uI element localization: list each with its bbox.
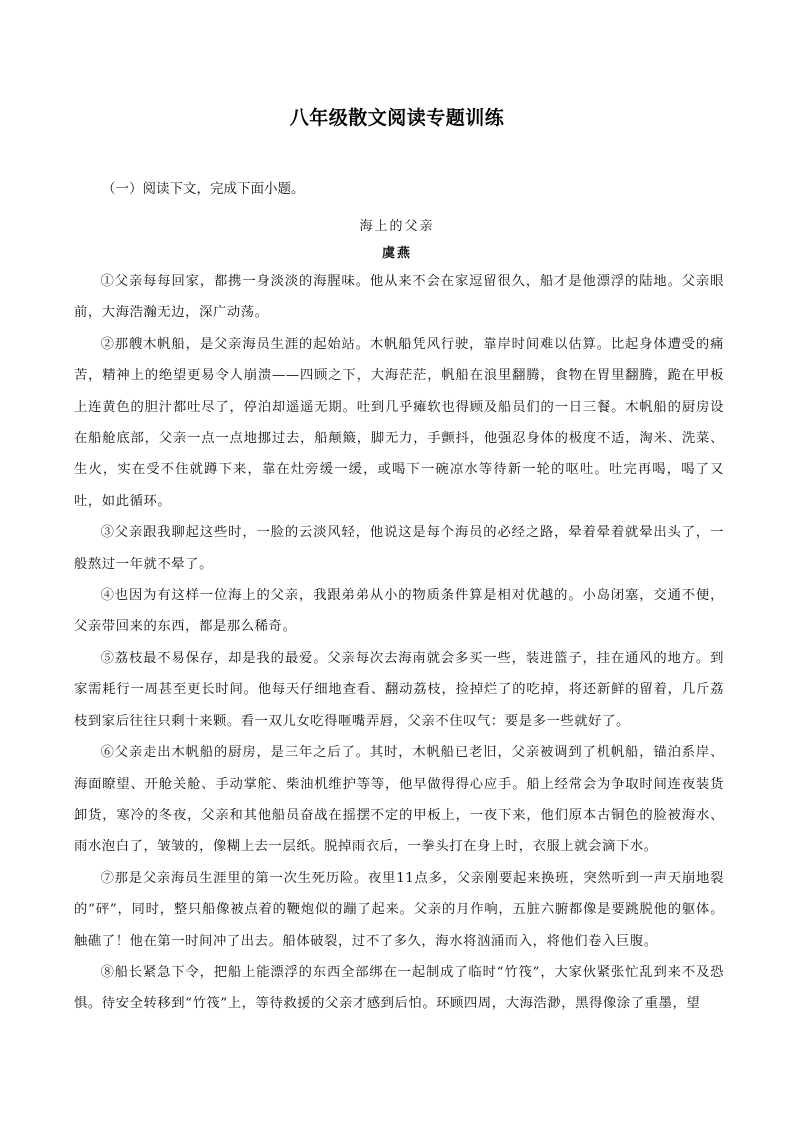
document-title: 八年级散文阅读专题训练 xyxy=(289,107,505,129)
essay-body xyxy=(74,266,724,1020)
essay-paragraph-8: ⑧船长紧急下令，把船上能漂浮的东西全部绑在一起制成了临时“竹筏”，大家伙紧张忙乱到来不及恐惧。待安全转移到“竹筏”上，等待救援的父亲才感到后怕。环顾四周，大海浩渺，黑得像涂了重墨，望 xyxy=(74,964,724,1012)
essay-paragraph-7: ⑦那是父亲海员生涯里的第一次生死历险。夜里11点多，父亲刚要起来换班，突然听到一声天崩地裂的“砰”，同时，整只船像被点着的鞭炮似的蹦了起来。父亲的月作响，五脏六腑都像是要跳脱他的躯体。触礁了！他在第一时间冲了出去。船体破裂，过不了多久，海水将汹涌而入，将他们卷入巨腹。 xyxy=(74,870,724,949)
essay-paragraph-1: ①父亲每每回家，都携一身淡淡的海腥味。他从来不会在家逗留很久，船才是他漂浮的陆地。父亲眼前，大海浩瀚无边，深广动荡。 xyxy=(74,274,724,321)
essay-paragraph-4: ④也因为有这样一位海上的父亲，我跟弟弟从小的物质条件算是相对优越的。小岛闭塞，交通不便，父亲带回来的东西，都是那么稀奇。 xyxy=(74,588,724,635)
essay-paragraph-3: ③父亲跟我聊起这些时，一脸的云淡风轻，他说这是每个海员的必经之路，晕着晕着就晕出头了，一般熬过一年就不晕了。 xyxy=(74,525,724,572)
essay-paragraph-5: ⑤荔枝最不易保存，却是我的最爱。父亲每次去海南就会多买一些，装进篮子，挂在通风的地方。到家需耗行一周甚至更长时间。他每天仔细地查看、翻动荔枝，捡掉烂了的吃掉，将还新鲜的留着，几斤荔枝到家后往往只剩十来颗。看一双儿女吃得咂嘴弄唇，父亲不住叹气：要是多一些就好了。 xyxy=(74,650,724,729)
essay-author: 虞燕 xyxy=(381,246,412,261)
essay-paragraph-6: ⑥父亲走出木帆船的厨房，是三年之后了。其时，木帆船已老旧，父亲被调到了机帆船，锚泊系岸、海面瞭望、开舱关舱、手动掌舵、柴油机维护等等，他早做得得心应手。船上经常会为争取时间连夜装货卸货，寒冷的冬夜，父亲和其他船员奋战在摇摆不定的甲板上，一夜下来，他们原本古铜色的脸被海水、雨水泡白了，皱皱的，像糊上去一层纸。脱掉雨衣后，一拳头打在身上时，衣服上就会滴下水。 xyxy=(74,745,724,855)
essay-title: 海上的父亲 xyxy=(359,219,435,234)
section-intro: （一）阅读下文，完成下面小题。 xyxy=(102,181,305,197)
essay-paragraph-2: ②那艘木帆船，是父亲海员生涯的起始站。木帆船凭风行驶，靠岸时间难以估算。比起身体遭受的痛苦，精神上的绝望更易令人崩溃——四顾之下，大海茫茫，帆船在浪里翻腾，食物在胃里翻腾，跪在甲板上连黄色的胆汁都吐尽了，停泊却遥遥无期。吐到几乎瘫软也得顾及船员们的一日三餐。木帆船的厨房设在船舱底部，父亲一点一点地挪过去，船颠簸，脚无力，手颤抖，他强忍身体的极度不适，淘米、洗菜、生火，实在受不住就蹲下来，靠在灶旁缓一缓，或喝下一碗凉水等待新一轮的呕吐。吐完再喝，喝了又吐，如此循环。 xyxy=(74,336,724,509)
